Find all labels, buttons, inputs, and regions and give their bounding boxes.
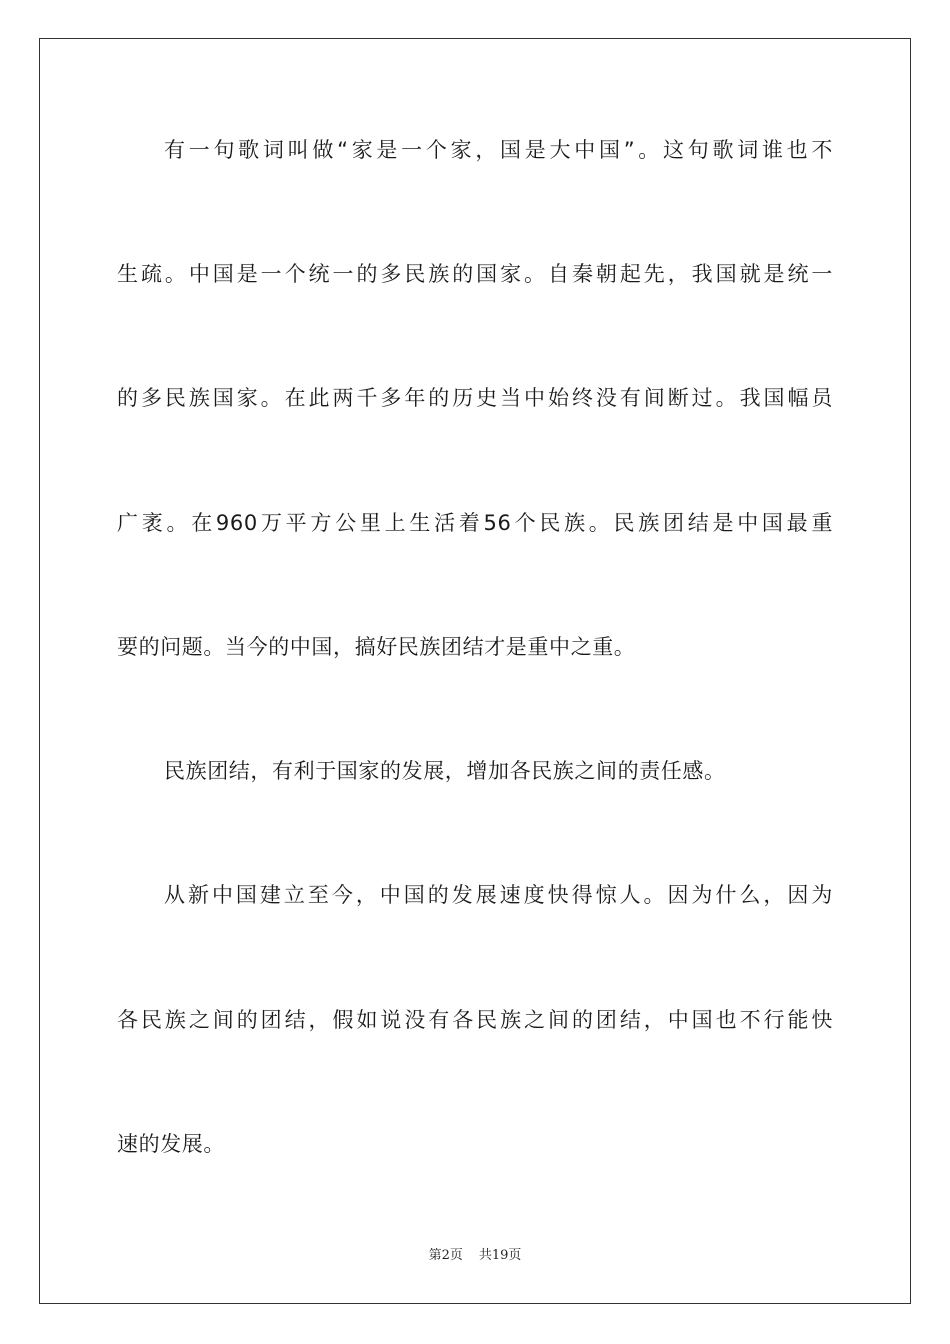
paragraph-line: 各民族之间的团结，假如说没有各民族之间的团结，中国也不行能快 xyxy=(117,1008,833,1032)
paragraph-line: 速的发展。 xyxy=(117,1132,225,1156)
paragraph-line: 从新中国建立至今，中国的发展速度快得惊人。因为什么，因为 xyxy=(164,883,833,907)
paragraph-line: 广袤。在960万平方公里上生活着56个民族。民族团结是中国最重 xyxy=(117,511,833,535)
page-frame xyxy=(39,38,911,1304)
paragraph-line: 民族团结，有利于国家的发展，增加各民族之间的责任感。 xyxy=(164,759,726,783)
paragraph-line: 要的问题。当今的中国，搞好民族团结才是重中之重。 xyxy=(117,635,636,659)
page-footer xyxy=(0,1247,950,1265)
paragraph-line: 的多民族国家。在此两千多年的历史当中始终没有间断过。我国幅员 xyxy=(117,386,833,410)
page-number: 第2页 xyxy=(428,1248,463,1263)
paragraph-line: 有一句歌词叫做“家是一个家，国是大中国”。这句歌词谁也不 xyxy=(164,138,833,162)
page-total: 共19页 xyxy=(478,1248,522,1263)
paragraph-line: 生疏。中国是一个统一的多民族的国家。自秦朝起先，我国就是统一 xyxy=(117,262,833,286)
